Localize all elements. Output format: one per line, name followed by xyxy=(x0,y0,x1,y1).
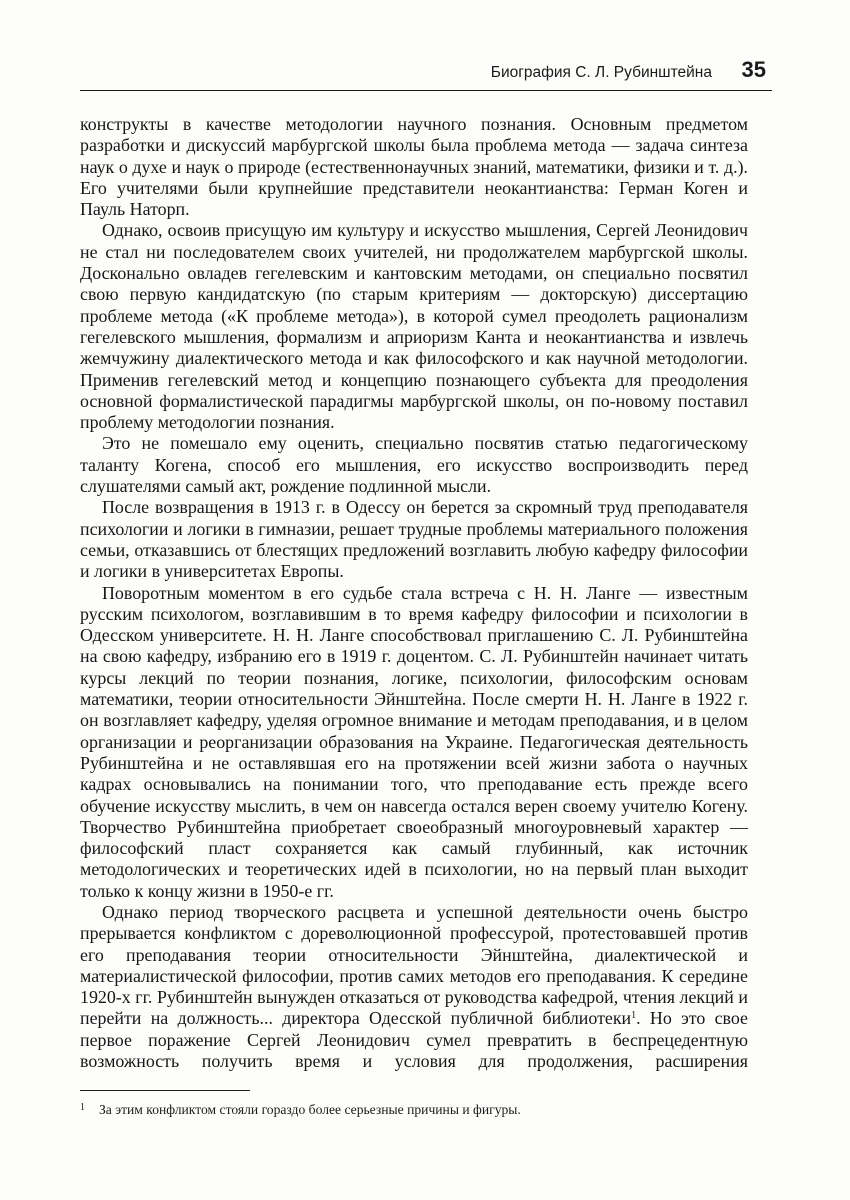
running-title: Биография С. Л. Рубинштейна xyxy=(490,64,712,81)
paragraph-continued: конструкты в качестве методологии научного познания. Основным предметом разработки и дискуссий марбургской школы была проблема метода — задача синтеза наук о духе и наук о природе (естественнонаучных знаний, математики, физики и т. д.). Его учителями были крупнейшие представители неокантианства: Герман Коген и Пауль Наторп. xyxy=(80,114,748,220)
page-number: 35 xyxy=(741,57,766,82)
running-head xyxy=(80,57,772,91)
paragraph: Однако, освоив присущую им культуру и искусство мышления, Сергей Леонидович не стал ни последователем своих учителей, ни продолжателем марбургской школы. Досконально овладев гегелевским и кантовским методами, он специально посвятил свою первую кандидатскую (по старым критериям — докторскую) диссертацию проблеме метода («К проблеме метода»), в которой сумел преодолеть рационализм гегелевского мышления, формализм и априоризм Канта и неокантианства и извлечь жемчужину диалектического метода и как философского и как научной методологии. Применив гегелевский метод и концепцию познающего субъекта для преодоления основной формалистической парадигмы марбургской школы, он по-новому поставил проблему методологии познания. xyxy=(80,220,748,433)
footnote-divider xyxy=(80,1090,250,1091)
paragraph-text-continued: Но это свое первое поражение Сергей Леонидович сумел превратить в беспрецедентную возможность получить время и условия для продолжения, расширения xyxy=(80,1008,748,1072)
paragraph-with-footnote: Однако период творческого расцвета и успешной деятельности очень быстро прерывается конфликтом с дореволюционной профессурой, протестовавшей против его преподавания теории относительности Эйнштейна, диалектической и материалистической философии, против самих методов его преподавания. К середине 1920-х гг. Рубинштейн вынужден отказаться от руководства кафедрой, чтения лекций и перейти на должность... директора Одесской публичной библиотеки$^1$. Но это свое первое поражение Сергей Леонидович сумел превратить в беспрецедентную возможность получить время и условия для продолжения, расширения xyxy=(80,901,748,1072)
footnote-reference[interactable]: 1 xyxy=(631,1010,637,1022)
footnote-marker: 1 xyxy=(80,1102,85,1113)
paragraph: После возвращения в 1913 г. в Одессу он берется за скромный труд преподавателя психологии и логики в гимназии, решает трудные проблемы материального положения семьи, отказавшись от блестящих предложений возглавить любую кафедру философии и логики в университетах Европы. xyxy=(80,497,748,582)
main-text xyxy=(80,114,748,1072)
paragraph-text: Однако период творческого расцвета и успешной деятельности очень быстро прерывается конфликтом с дореволюционной профессурой, протестовавшей против его преподавания теории относительности Эйнштейна, диалектической и материалистической философии, против самих методов его преподавания. К середине 1920-х гг. Рубинштейн вынужден отказаться от руководства кафедрой, чтения лекций и перейти на должность... директора Одесской публичной библиотеки xyxy=(80,901,748,1029)
paragraph: Поворотным моментом в его судьбе стала встреча с Н. Н. Ланге — известным русским психологом, возглавившим в то время кафедру философии и психологии в Одесском университете. Н. Н. Ланге способствовал приглашению С. Л. Рубинштейна на свою кафедру, избранию его в 1919 г. доцентом. С. Л. Рубинштейн начинает читать курсы лекций по теории познания, логике, психологии, философским основам математики, теории относительности Эйнштейна. После смерти Н. Н. Ланге в 1922 г. он возглавляет кафедру, уделяя огромное внимание и методам преподавания, и в целом организации и реорганизации образования на Украине. Педагогическая деятельность Рубинштейна и не оставлявшая его на протяжении всей жизни забота о научных кадрах основывались на понимании того, что преподавание есть прежде всего обучение искусству мыслить, в чем он навсегда остался верен своему учителю Когену. Творчество Рубинштейна приобретает своеобразный многоуровневый характер — философский пласт сохраняется как самый глубинный, как источник методологических и теоретических идей в психологии, но на первый план выходит только к концу жизни в 1950-е гг. xyxy=(80,582,748,901)
footnote-text: За этим конфликтом стояли гораздо более серьезные причины и фигуры. xyxy=(99,1102,521,1117)
footnote xyxy=(80,1099,748,1118)
paragraph: Это не помешало ему оценить, специально посвятив статью педагогическому таланту Когена, способ его мышления, его искусство воспроизводить перед слушателями самый акт, рождение подлинной мысли. xyxy=(80,433,748,497)
